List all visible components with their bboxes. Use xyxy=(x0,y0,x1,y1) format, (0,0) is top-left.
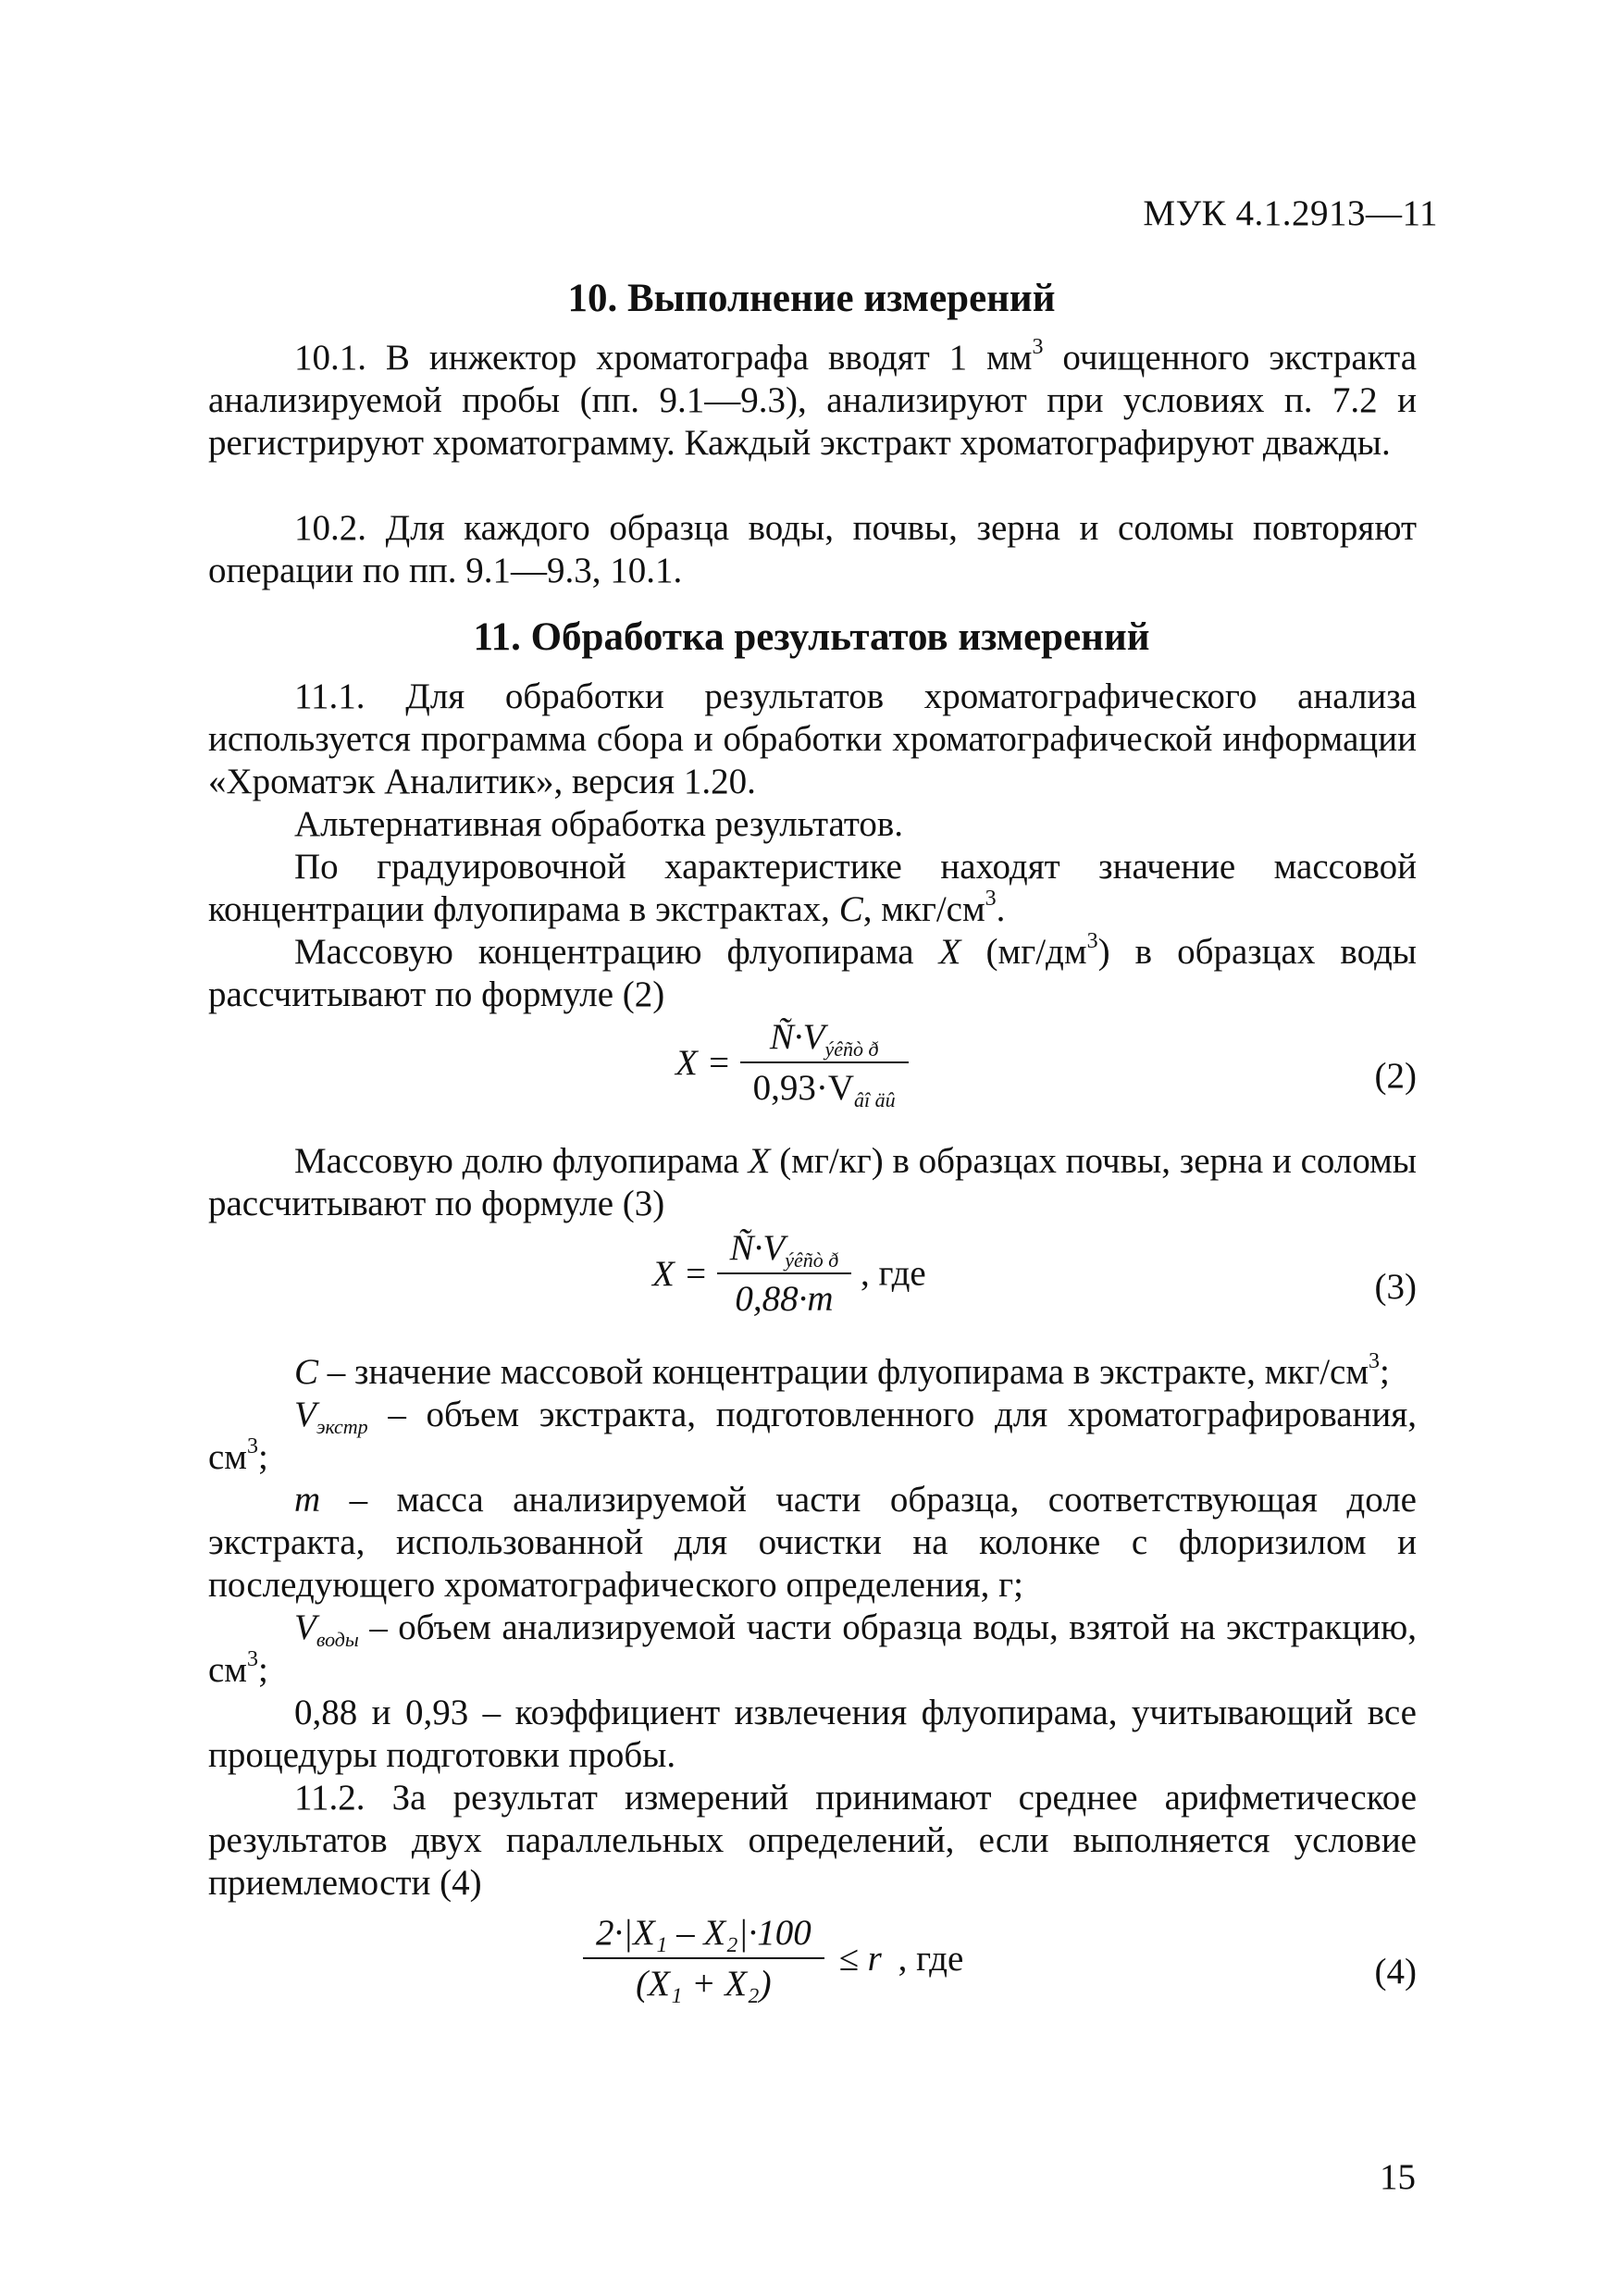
formula-3-fraction: $\frac{Ñ\cdot V_{ýêñò ð}}{0,88\cdot m}$ xyxy=(717,1227,852,1320)
paragraph-10-1: 10.1. В инжектор хроматографа вводят 1 $мм^3$ очищенного экстракта анализируемой пробы (пп. 9.1—9.3), анализируют при условиях п. 7.2 и регистрируют хроматограмму. Каждый экстракт хроматографируют дважды. xyxy=(208,335,1417,463)
paragraph-11-1: 11.1. Для обработки результатов хроматографического анализа используется программа сбора и обработки хроматографической информации «Хроматэк Аналитик», версия 1.20. xyxy=(208,676,1417,801)
definition-v-extract: $V_{экстр}$ – объем экстракта, подготовленного для хроматографирования, $см^3$; xyxy=(208,1395,1417,1477)
paragraph-water-concentration: Массовую концентрацию флуопирама X $(мг/дм^3)$ в образцах воды рассчитывают по формуле (2) xyxy=(208,929,1417,1014)
formula-3 xyxy=(652,1227,926,1320)
formula-2 xyxy=(675,1016,909,1109)
paragraph-11-2: 11.2. За результат измерений принимают среднее арифметическое результатов двух параллельных определений, если выполняется условие приемлемости (4) xyxy=(208,1778,1417,1903)
definition-v-water: $V_{воды}$ – объем анализируемой части образца воды, взятой на экстракцию, $см^3$; xyxy=(208,1607,1417,1690)
page-number: 15 xyxy=(1380,2157,1416,2197)
paragraph-10-2: 10.2. Для каждого образца воды, почвы, зерна и соломы повторяют операции по пп. 9.1—9.3, 10.1. xyxy=(208,508,1417,590)
definition-c: С – значение массовой концентрации флуопирама в экстракте, мкг/$см^3$; xyxy=(294,1349,1390,1392)
paragraph-calibration: По градуировочной характеристике находят значение массовой концентрации флуопирама в экстрактах, С, мкг/$см^3$. xyxy=(208,847,1417,929)
formula-4-fraction: $\frac{\text{2·|X₁ – X₂|·100}}{\text{(X₁ + X₂)}}$ xyxy=(583,1912,824,2004)
formula-2-fraction: $\frac{Ñ\cdot V_{ýêñò ð}}{0,93\cdot V_{âî äû}}$ xyxy=(740,1016,909,1109)
formula-4 xyxy=(583,1912,963,2004)
formula-4-tail: , где xyxy=(898,1938,964,1979)
formula-2-number: (2) xyxy=(1374,1056,1417,1096)
section-11-title: 11. Обработка результатов измерений xyxy=(473,615,1150,659)
definition-coefficients: 0,88 и 0,93 – коэффициент извлечения флуопирама, учитывающий все процедуры подготовки пробы. xyxy=(208,1693,1417,1775)
formula-4-rhs: ≤ r xyxy=(838,1938,882,1979)
paragraph-alt-processing: Альтернативная обработка результатов. xyxy=(294,804,904,844)
definition-m: m – масса анализируемой части образца, соответствующая доле экстракта, использованной для очистки на колонке с флоризилом и последующего хроматографического определения, г; xyxy=(208,1480,1417,1605)
formula-2-lhs: X = xyxy=(675,1042,731,1083)
formula-3-lhs: X = xyxy=(652,1253,708,1294)
document-code-header: МУК 4.1.2913—11 xyxy=(1143,193,1438,233)
section-10-title: 10. Выполнение измерений xyxy=(567,277,1056,320)
paragraph-soil-fraction: Массовую долю флуопирама X (мг/кг) в образцах почвы, зерна и соломы рассчитывают по формуле (3) xyxy=(208,1141,1418,1223)
formula-4-number: (4) xyxy=(1374,1952,1417,1992)
formula-3-number: (3) xyxy=(1374,1267,1417,1307)
formula-3-tail: , где xyxy=(861,1253,926,1294)
